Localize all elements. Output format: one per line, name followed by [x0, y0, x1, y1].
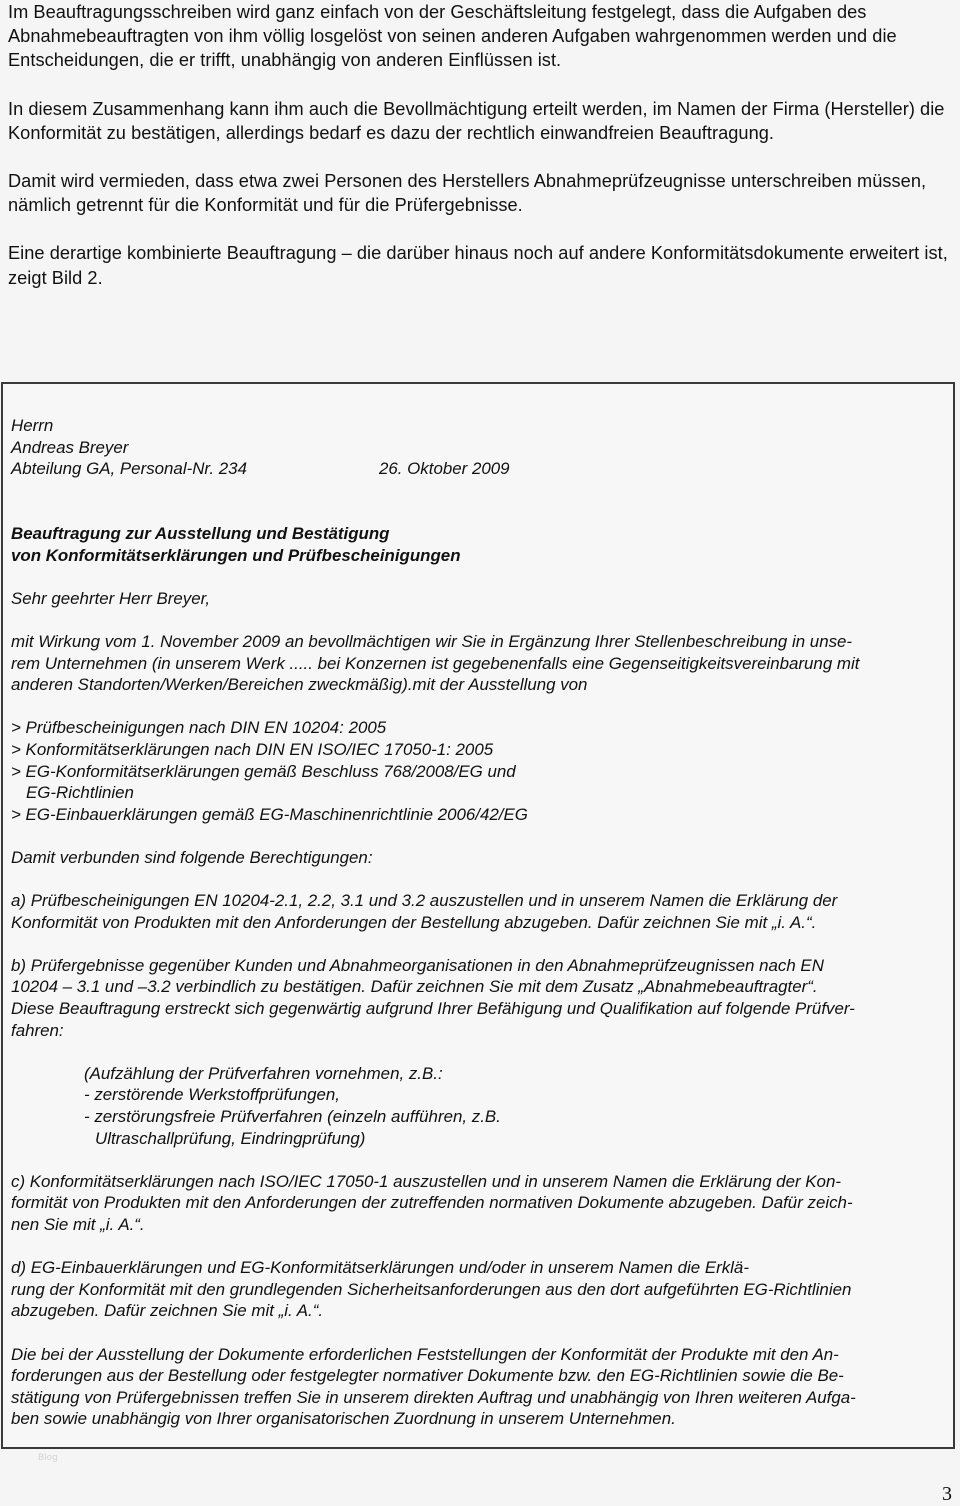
- procedure-line: Ultraschallprüfung, Eindringprüfung): [95, 1128, 366, 1148]
- intro-text: [8, 0, 954, 314]
- final-paragraph: stätigung von Prüfergebnissen treffen Sie in unserem direkten Auftrag und unabhängig von Ihren weiteren Aufga-: [11, 1387, 856, 1407]
- right-a: a) Prüfbescheinigungen EN 10204-2.1, 2.2, 3.1 und 3.2 auszustellen und in unserem Namen die Erklärung der: [11, 891, 838, 911]
- list-item: > Konformitätserklärungen nach DIN EN ISO/IEC 17050-1: 2005: [11, 739, 494, 759]
- list-item: > EG-Einbauerklärungen gemäß EG-Maschinenrichtlinie 2006/42/EG: [11, 804, 528, 824]
- right-d: d) EG-Einbauerklärungen und EG-Konformitätserklärungen und/oder in unserem Namen die Erklä-: [11, 1258, 749, 1278]
- list-item: > Prüfbescheinigungen nach DIN EN 10204: 2005: [11, 718, 387, 738]
- greeting: Sehr geehrter Herr Breyer,: [11, 588, 211, 608]
- procedure-line: - zerstörungsfreie Prüfverfahren (einzeln aufführen, z.B.: [84, 1107, 501, 1126]
- intro-paragraph: Eine derartige kombinierte Beauftragung – die darüber hinaus noch auf andere Konformitätsdokumente erweitert ist, zeigt Bild 2.: [8, 243, 948, 288]
- right-c: nen Sie mit „i. A.“.: [11, 1214, 145, 1234]
- body-line: rem Unternehmen (in unserem Werk ..... bei Konzernen ist gegebenenfalls eine Gegenseitigkeitsvereinbarung mit: [11, 653, 860, 673]
- recipient-salutation: Herrn: [11, 416, 54, 435]
- right-b: 10204 – 3.1 und –3.2 verbindlich zu bestätigen. Dafür zeichnen Sie mit dem Zusatz „Abnahmebeauftragter“.: [11, 977, 818, 997]
- final-paragraph: ben sowie unabhängig von Ihrer organisatorischen Zuordnung in unserem Unternehmen.: [11, 1409, 676, 1429]
- list-item: > EG-Konformitätserklärungen gemäß Beschluss 768/2008/EG und: [11, 761, 516, 781]
- final-paragraph: Die bei der Ausstellung der Dokumente erforderlichen Feststellungen der Konformität der Produkte mit den An-: [11, 1344, 839, 1364]
- final-paragraph: forderungen aus der Bestellung oder festgelegter normativer Dokumente bzw. den EG-Richtlinien sowie die Be-: [11, 1366, 844, 1386]
- procedure-line: (Aufzählung der Prüfverfahren vornehmen, z.B.:: [84, 1063, 443, 1083]
- page-number: 3: [942, 1483, 952, 1505]
- letter-body: [11, 415, 955, 1430]
- watermark: Blog: [38, 1453, 58, 1463]
- intro-paragraph: Damit wird vermieden, dass etwa zwei Personen des Herstellers Abnahmeprüfzeugnisse unterschreiben müssen, nämlich getrennt für die Konformität und für die Prüfergebnisse.: [8, 171, 927, 216]
- right-d: abzugeben. Dafür zeichnen Sie mit „i. A.“.: [11, 1301, 324, 1321]
- list-item: EG-Richtlinien: [26, 783, 134, 803]
- subject-line: von Konformitätserklärungen und Prüfbescheinigungen: [11, 545, 461, 565]
- right-c: c) Konformitätserklärungen nach ISO/IEC 17050-1 auszustellen und in unserem Namen die Erklärung der Kon-: [11, 1171, 841, 1191]
- department-date-row: [11, 458, 955, 480]
- recipient-department: Abteilung GA, Personal-Nr. 234: [11, 459, 247, 479]
- intro-paragraph: In diesem Zusammenhang kann ihm auch die Bevollmächtigung erteilt werden, im Namen der Firma (Hersteller) die Konformität zu bestätigen, allerdings bedarf es dazu der rechtlich einwandfreien Beauftragung.: [8, 98, 945, 143]
- procedure-line: - zerstörende Werkstoffprüfungen,: [84, 1085, 340, 1105]
- body-line: anderen Standorten/Werken/Bereichen zweckmäßig).mit der Ausstellung von: [11, 675, 588, 695]
- right-b: b) Prüfergebnisse gegenüber Kunden und Abnahmeorganisationen in den Abnahmeprüfzeugnissen nach EN: [11, 955, 824, 975]
- right-d: rung der Konformität mit den grundlegenden Sicherheitsanforderungen aus den dort aufgeführten EG-Richtlinien: [11, 1279, 852, 1299]
- intro-paragraph: Im Beauftragungsschreiben wird ganz einfach von der Geschäftsleitung festgelegt, dass die Aufgaben des Abnahmebeauftragten von ihm völlig losgelöst von seinen anderen Aufgaben wahrgenommen werden und die Entscheidungen, die er trifft, unabhängig von anderen Einflüssen ist.: [8, 2, 897, 71]
- rights-intro: Damit verbunden sind folgende Berechtigungen:: [11, 847, 373, 867]
- letter-figure: [1, 382, 955, 1449]
- right-b: Diese Beauftragung erstreckt sich gegenwärtig aufgrund Ihrer Befähigung und Qualifikation auf folgende Prüfver-: [11, 999, 855, 1019]
- body-line: mit Wirkung vom 1. November 2009 an bevollmächtigen wir Sie in Ergänzung Ihrer Stellenbeschreibung in unse-: [11, 631, 853, 651]
- subject-line: Beauftragung zur Ausstellung und Bestätigung: [11, 523, 390, 543]
- right-a: Konformität von Produkten mit den Anforderungen der Bestellung abzugeben. Dafür zeichnen Sie mit „i. A.“.: [11, 912, 817, 932]
- letter-date: 26. Oktober 2009: [379, 459, 510, 479]
- recipient-name: Andreas Breyer: [11, 437, 129, 457]
- right-b: fahren:: [11, 1020, 64, 1040]
- right-c: formität von Produkten mit den Anforderungen der zutreffenden normativen Dokumente abzugeben. Dafür zeich-: [11, 1193, 853, 1213]
